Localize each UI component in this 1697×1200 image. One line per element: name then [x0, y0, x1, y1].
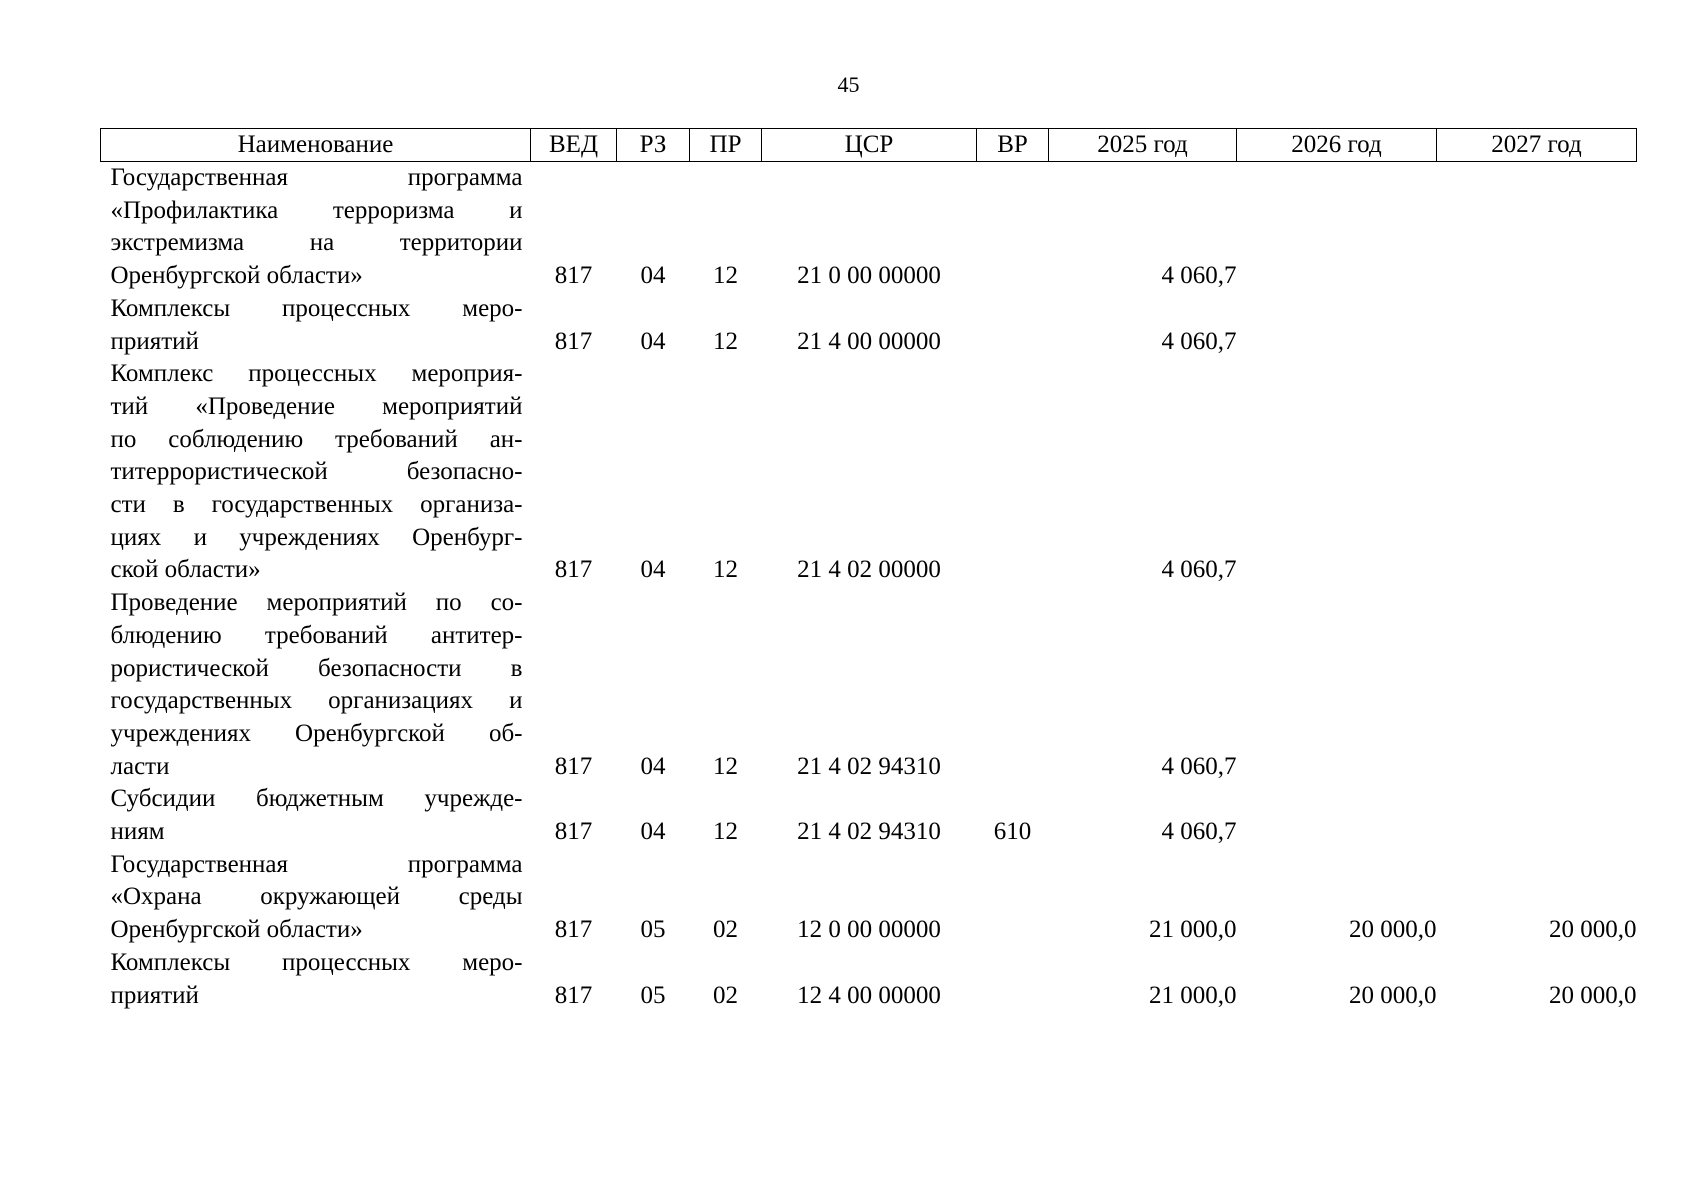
cell-vr	[977, 849, 1049, 947]
budget-table	[100, 128, 1637, 1012]
cell-2026	[1237, 358, 1437, 587]
cell-csr: 21 4 02 94310	[797, 818, 941, 846]
cell-2025: 4 060,7	[1161, 556, 1237, 584]
cell-ved: 817	[554, 818, 593, 846]
name-line: государственных организациях и	[110, 687, 523, 715]
cell-vr	[977, 587, 1049, 783]
name-line: экстремизма на территории	[110, 229, 523, 257]
header-2027: 2027 год	[1437, 129, 1637, 162]
name-line: ниям	[110, 818, 165, 846]
name-line: приятий	[110, 327, 199, 355]
cell-2025: 21 000,0	[1149, 916, 1237, 944]
cell-2026	[1237, 293, 1437, 358]
cell-ved: 817	[554, 556, 593, 584]
name-line: Оренбургской области»	[110, 262, 363, 290]
cell-vr	[977, 162, 1049, 293]
cell-2027	[1437, 293, 1637, 358]
cell-2025: 21 000,0	[1149, 981, 1237, 1009]
name-line: «Профилактика терроризма и	[110, 196, 523, 224]
cell-csr: 21 0 00 00000	[797, 262, 941, 290]
cell-2025: 4 060,7	[1161, 752, 1237, 780]
cell-pr: 12	[713, 818, 738, 846]
cell-csr: 21 4 02 00000	[797, 556, 941, 584]
cell-name	[101, 162, 531, 293]
name-line: Комплекс процессных мероприя-	[110, 360, 523, 388]
cell-ved: 817	[554, 981, 593, 1009]
table-row	[101, 783, 1637, 848]
header-name: Наименование	[101, 129, 531, 162]
cell-ved: 817	[554, 262, 593, 290]
cell-pr: 12	[713, 752, 738, 780]
cell-2026: 20 000,0	[1349, 916, 1437, 944]
name-line: Комплексы процессных меро-	[110, 948, 523, 976]
header-2025: 2025 год	[1049, 129, 1237, 162]
cell-rz: 04	[640, 262, 666, 290]
cell-2025: 4 060,7	[1161, 818, 1237, 846]
table-row	[101, 358, 1637, 587]
cell-pr: 12	[713, 262, 738, 290]
cell-ved: 817	[554, 916, 593, 944]
cell-pr: 12	[713, 556, 738, 584]
name-line: блюдению требований антитер-	[110, 621, 523, 649]
header-csr: ЦСР	[762, 129, 977, 162]
name-line: учреждениях Оренбургской об-	[110, 719, 523, 747]
cell-2026: 20 000,0	[1349, 981, 1437, 1009]
name-line: сти в государственных организа-	[110, 491, 523, 519]
page-number: 45	[837, 72, 860, 97]
cell-ved: 817	[554, 752, 593, 780]
table-row	[101, 947, 1637, 1012]
cell-rz: 04	[640, 818, 666, 846]
cell-vr	[977, 293, 1049, 358]
cell-ved: 817	[554, 327, 593, 355]
cell-rz: 04	[640, 327, 666, 355]
cell-2026	[1237, 783, 1437, 848]
cell-csr: 12 0 00 00000	[797, 916, 941, 944]
cell-name	[101, 358, 531, 587]
cell-2027	[1437, 358, 1637, 587]
table-row	[101, 587, 1637, 783]
cell-csr: 21 4 02 94310	[797, 752, 941, 780]
header-pr: ПР	[690, 129, 762, 162]
name-line: Проведение мероприятий по со-	[110, 589, 523, 617]
name-line: «Охрана окружающей среды	[110, 883, 523, 911]
cell-2027: 20 000,0	[1549, 916, 1637, 944]
name-line: циях и учреждениях Оренбург-	[110, 523, 523, 551]
cell-pr: 12	[713, 327, 738, 355]
header-vr: ВР	[977, 129, 1049, 162]
cell-name	[101, 587, 531, 783]
cell-name	[101, 293, 531, 358]
cell-name	[101, 783, 531, 848]
name-line: приятий	[110, 981, 199, 1009]
cell-csr: 21 4 00 00000	[797, 327, 941, 355]
name-line: тий «Проведение мероприятий	[110, 392, 523, 420]
cell-vr: 610	[993, 818, 1032, 846]
cell-pr: 02	[713, 981, 738, 1009]
cell-2025: 4 060,7	[1161, 262, 1237, 290]
cell-pr: 02	[713, 916, 738, 944]
name-line: Государственная программа	[110, 850, 523, 878]
cell-rz: 05	[640, 981, 666, 1009]
cell-vr	[977, 947, 1049, 1012]
cell-2027: 20 000,0	[1549, 981, 1637, 1009]
cell-name	[101, 849, 531, 947]
table-row	[101, 849, 1637, 947]
table-header-row	[101, 129, 1637, 162]
table-row	[101, 293, 1637, 358]
cell-2026	[1237, 162, 1437, 293]
header-ved: ВЕД	[531, 129, 617, 162]
cell-2027	[1437, 587, 1637, 783]
table-body	[101, 162, 1637, 1013]
cell-rz: 05	[640, 916, 666, 944]
name-line: Комплексы процессных меро-	[110, 294, 523, 322]
cell-rz: 04	[640, 752, 666, 780]
name-line: ской области»	[110, 556, 261, 584]
name-line: титеррористической безопасно-	[110, 458, 523, 486]
cell-vr	[977, 358, 1049, 587]
header-2026: 2026 год	[1237, 129, 1437, 162]
name-line: по соблюдению требований ан-	[110, 425, 523, 453]
cell-2027	[1437, 162, 1637, 293]
cell-csr: 12 4 00 00000	[797, 981, 941, 1009]
name-line: ласти	[110, 752, 170, 780]
name-line: рористической безопасности в	[110, 654, 523, 682]
name-line: Субсидии бюджетным учрежде-	[110, 785, 523, 813]
cell-2027	[1437, 783, 1637, 848]
cell-2026	[1237, 587, 1437, 783]
table-row	[101, 162, 1637, 293]
cell-name	[101, 947, 531, 1012]
name-line: Государственная программа	[110, 164, 523, 191]
name-line: Оренбургской области»	[110, 916, 363, 944]
cell-2025: 4 060,7	[1161, 327, 1237, 355]
header-rz: РЗ	[617, 129, 690, 162]
cell-rz: 04	[640, 556, 666, 584]
